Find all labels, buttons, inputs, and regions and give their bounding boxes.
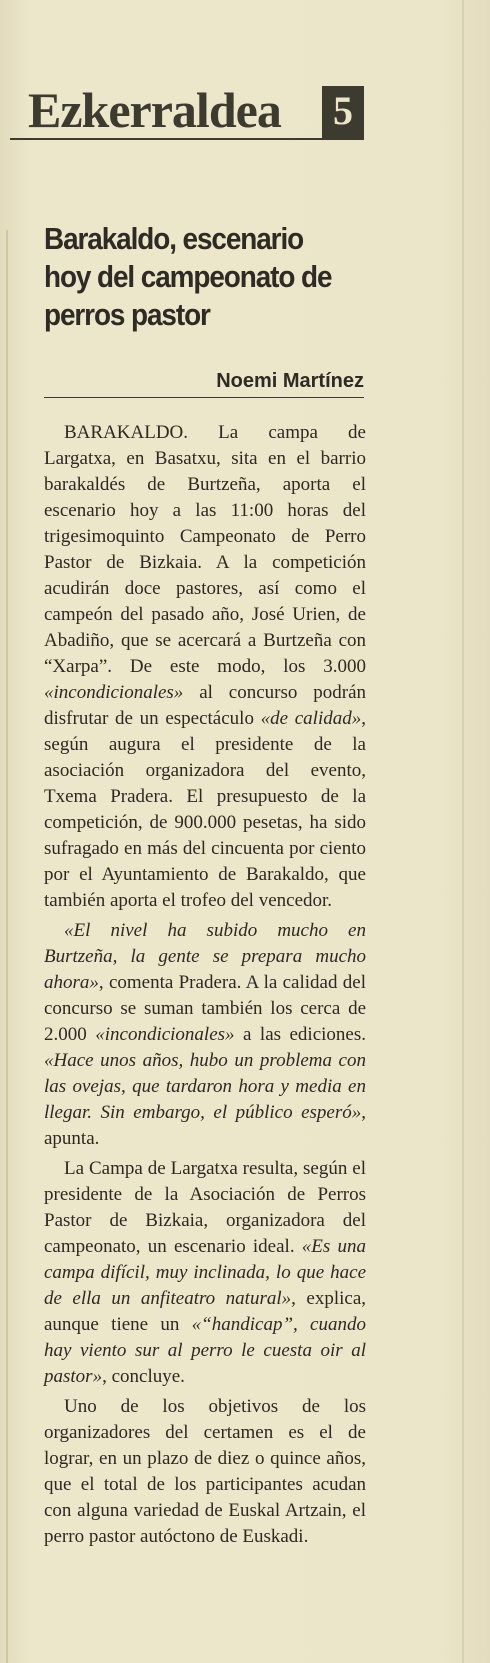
text-run: «El nivel ha subido mucho en Burtzeña, la gente se prepara mucho ahora» <box>44 920 366 993</box>
text-run: a las ediciones. <box>234 1024 367 1045</box>
article-body <box>44 420 366 1550</box>
page-edge <box>6 230 8 1663</box>
article-paragraph <box>44 1156 366 1390</box>
article-headline: Barakaldo, escenario hoy del campeonato de perros pastor <box>44 221 332 332</box>
text-run: , concluye. <box>102 1366 185 1387</box>
article-paragraph <box>44 1394 366 1550</box>
article-paragraph <box>44 420 366 914</box>
byline-rule <box>44 397 364 398</box>
column-divider <box>462 0 464 1663</box>
text-run: «Es una campa difícil, muy inclinada, lo que hace de ella un anfiteatro natural» <box>44 1236 367 1309</box>
text-run: «Hace unos años, hubo un problema con las ovejas, que tardaron hora y media en llegar. Sin embargo, el público esperó» <box>44 1050 366 1123</box>
text-run: , según augura el presidente de la asociación organizadora del evento, Txema Pradera. El presupuesto de la competición, de 900.000 pesetas, ha sido sufragado en más del cincuenta por ciento por el Ayuntamiento de Barakaldo, que también aporta el trofeo del vencedor. <box>44 708 366 911</box>
page-number-badge: 5 <box>322 86 364 140</box>
section-title: Ezkerraldea <box>28 82 281 138</box>
text-run: La Campa de Largatxa resulta, según el presidente de la Asociación de Perros Pastor de Bizkaia, organizadora del campeonato, un escenario ideal. <box>44 1158 366 1257</box>
text-run: «de calidad» <box>260 708 362 729</box>
text-run: Uno de los objetivos de los organizadores del certamen es el de lograr, en un plazo de diez o quince años, que el total de los participantes acudan con alguna variedad de Euskal Artzain, el perro pastor autóctono de Euskadi. <box>44 1396 366 1547</box>
text-run: , comenta Pradera. A la calidad del concurso se suman también los cerca de 2.000 <box>44 972 366 1045</box>
text-run: «incondicionales» <box>44 682 184 703</box>
text-run: BARAKALDO. La campa de Largatxa, en Basatxu, sita en el barrio barakaldés de Burtzeña, aporta el escenario hoy a las 11:00 horas del trigesimoquinto Campeonato de Perro Pastor de Bizkaia. A la competición acudirán doce pastores, así como el campeón del pasado año, José Urien, de Abadiño, que se acercará a Burtzeña con “Xarpa”. De este modo, los 3.000 <box>44 422 366 677</box>
text-run: , apunta. <box>44 1102 366 1149</box>
text-run: «“handicap”, cuando hay viento sur al perro le cuesta oir al pastor» <box>44 1314 366 1387</box>
section-rule <box>10 138 322 140</box>
text-run: , explica, aunque tiene un <box>44 1288 367 1335</box>
text-run: «incondicionales» <box>95 1024 235 1045</box>
article-paragraph <box>44 918 366 1152</box>
article-byline: Noemi Martínez <box>216 370 364 392</box>
text-run: al concurso podrán disfrutar de un espectáculo <box>44 682 366 729</box>
